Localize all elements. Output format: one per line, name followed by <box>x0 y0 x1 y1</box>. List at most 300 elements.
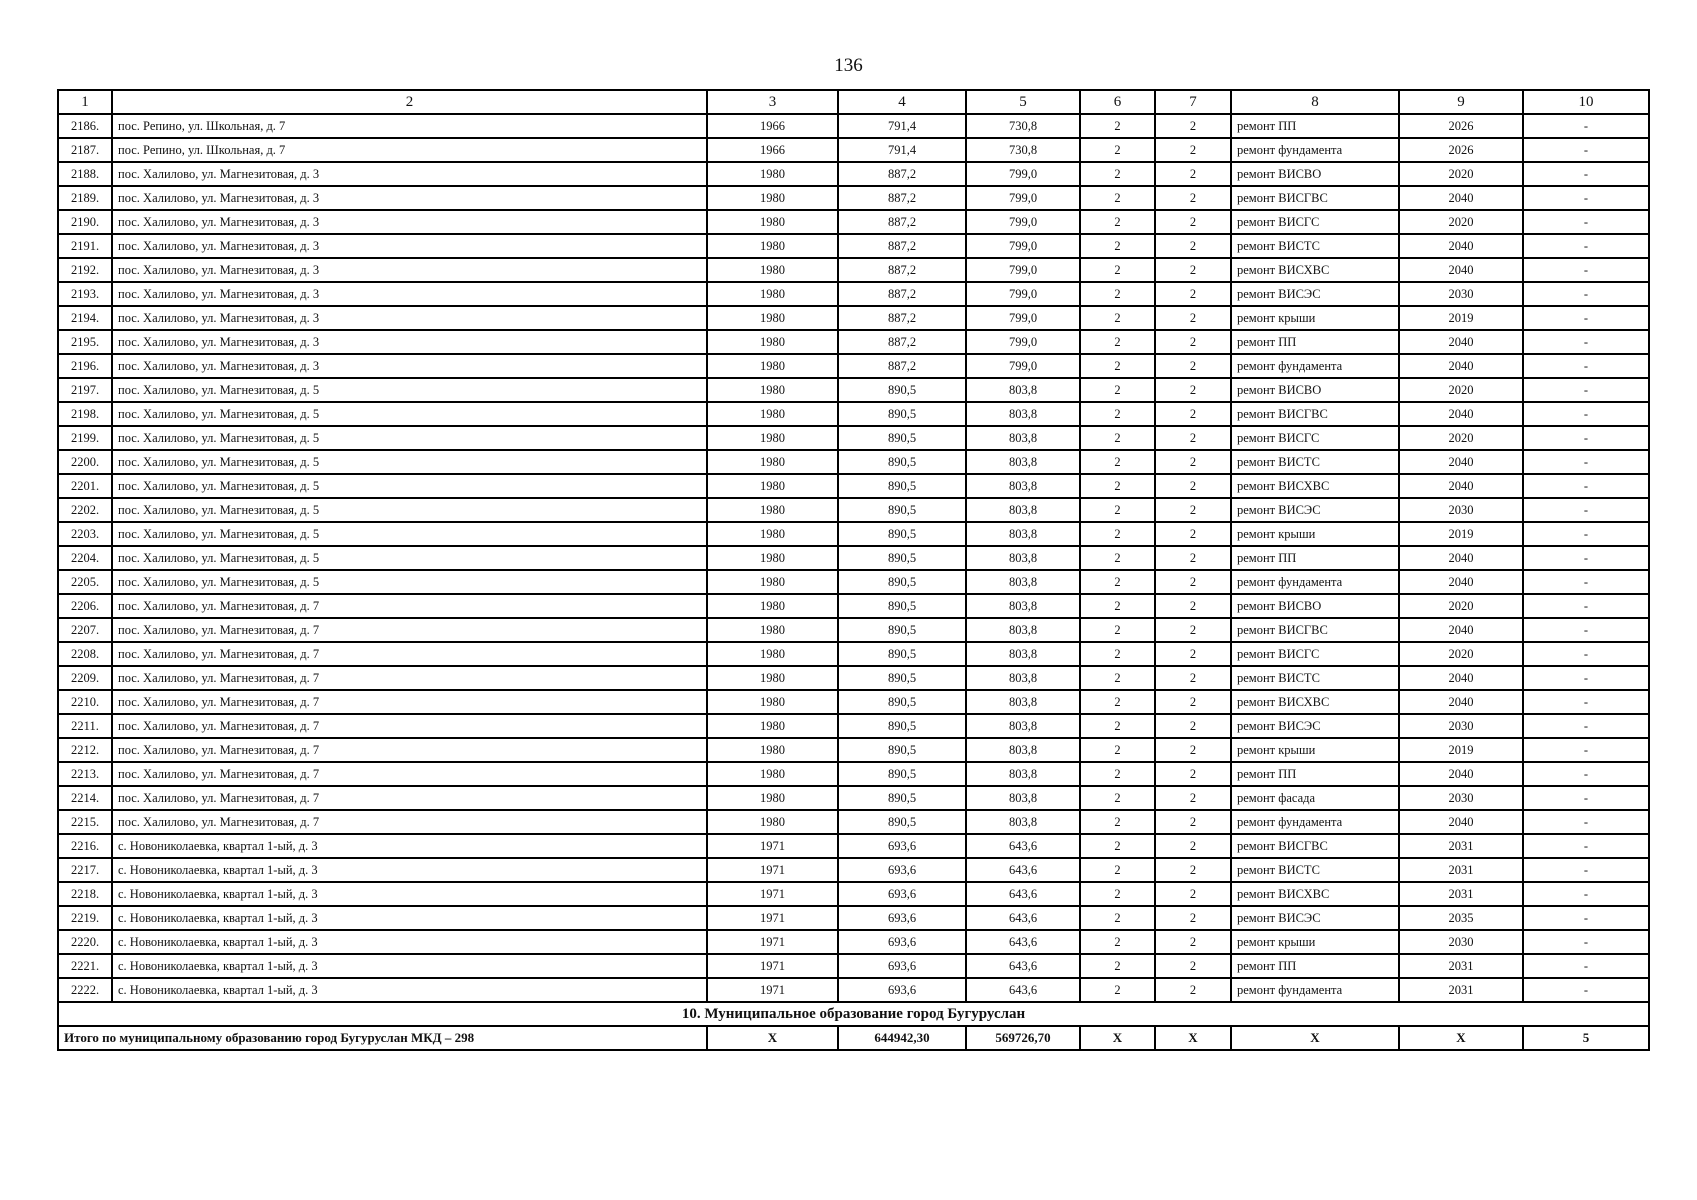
table-cell: 803,8 <box>966 738 1080 762</box>
table-cell: 643,6 <box>966 834 1080 858</box>
table-row <box>58 930 1649 954</box>
table-cell: 2 <box>1155 282 1231 306</box>
table-cell: 799,0 <box>966 234 1080 258</box>
table-cell: 2 <box>1155 930 1231 954</box>
table-cell: - <box>1523 810 1649 834</box>
table-cell: 1 <box>58 90 112 114</box>
table-cell: 2187. <box>58 138 112 162</box>
table-cell: 2 <box>1155 162 1231 186</box>
table-cell: 803,8 <box>966 618 1080 642</box>
table-cell: X <box>707 1026 838 1050</box>
table-cell: пос. Халилово, ул. Магнезитовая, д. 3 <box>112 234 707 258</box>
table-cell: 890,5 <box>838 690 966 714</box>
table-cell: пос. Халилово, ул. Магнезитовая, д. 7 <box>112 786 707 810</box>
table-cell: 890,5 <box>838 738 966 762</box>
table-cell: - <box>1523 666 1649 690</box>
table-cell: ремонт ПП <box>1231 762 1399 786</box>
table-row <box>58 762 1649 786</box>
table-cell: пос. Халилово, ул. Магнезитовая, д. 5 <box>112 546 707 570</box>
table-row <box>58 282 1649 306</box>
table-cell: пос. Репино, ул. Школьная, д. 7 <box>112 114 707 138</box>
table-cell: ремонт фасада <box>1231 786 1399 810</box>
table-cell: 799,0 <box>966 330 1080 354</box>
table-cell: 2020 <box>1399 426 1523 450</box>
table-cell: 2 <box>1155 114 1231 138</box>
table-cell: 730,8 <box>966 114 1080 138</box>
table-cell: - <box>1523 906 1649 930</box>
table-cell: - <box>1523 882 1649 906</box>
table-cell: 2030 <box>1399 282 1523 306</box>
table-cell: 693,6 <box>838 882 966 906</box>
table-cell: - <box>1523 978 1649 1002</box>
table-cell: ремонт ПП <box>1231 546 1399 570</box>
table-cell: пос. Халилово, ул. Магнезитовая, д. 3 <box>112 282 707 306</box>
table-row <box>58 426 1649 450</box>
table-cell: 2 <box>1080 138 1155 162</box>
table-cell: 2040 <box>1399 258 1523 282</box>
table-row <box>58 402 1649 426</box>
table-cell: 1966 <box>707 114 838 138</box>
table-cell: 693,6 <box>838 834 966 858</box>
table-cell: 693,6 <box>838 906 966 930</box>
table-cell: 2 <box>1155 354 1231 378</box>
table-cell: 791,4 <box>838 114 966 138</box>
table-cell: 2 <box>1155 618 1231 642</box>
table-cell: 2031 <box>1399 978 1523 1002</box>
table-row <box>58 738 1649 762</box>
table-cell: 2221. <box>58 954 112 978</box>
table-row <box>58 834 1649 858</box>
table-cell: 890,5 <box>838 642 966 666</box>
table-cell: X <box>1080 1026 1155 1050</box>
table-cell: ремонт крыши <box>1231 738 1399 762</box>
table-cell: пос. Халилово, ул. Магнезитовая, д. 7 <box>112 762 707 786</box>
table-cell: 1971 <box>707 954 838 978</box>
table-cell: 2 <box>1080 498 1155 522</box>
table-cell: 1980 <box>707 618 838 642</box>
table-cell: пос. Халилово, ул. Магнезитовая, д. 7 <box>112 594 707 618</box>
table-cell: 890,5 <box>838 450 966 474</box>
table-cell: 1980 <box>707 522 838 546</box>
table-cell: ремонт фундамента <box>1231 978 1399 1002</box>
table-cell: 1971 <box>707 978 838 1002</box>
table-cell: 803,8 <box>966 762 1080 786</box>
table-cell: 2 <box>1080 330 1155 354</box>
table-cell: 2205. <box>58 570 112 594</box>
table-cell: пос. Халилово, ул. Магнезитовая, д. 3 <box>112 162 707 186</box>
table-cell: ремонт ВИСГВС <box>1231 186 1399 210</box>
table-cell: ремонт ВИСЭС <box>1231 282 1399 306</box>
table-cell: с. Новониколаевка, квартал 1-ый, д. 3 <box>112 906 707 930</box>
table-cell: 890,5 <box>838 570 966 594</box>
table-cell: 2215. <box>58 810 112 834</box>
table-cell: 803,8 <box>966 450 1080 474</box>
table-cell: 2040 <box>1399 762 1523 786</box>
table-cell: 1980 <box>707 162 838 186</box>
table-cell: 2 <box>1155 594 1231 618</box>
table-cell: 2190. <box>58 210 112 234</box>
table-cell: 2 <box>1155 426 1231 450</box>
table-cell: 799,0 <box>966 186 1080 210</box>
table-cell: 2 <box>1080 162 1155 186</box>
table-cell: с. Новониколаевка, квартал 1-ый, д. 3 <box>112 882 707 906</box>
page-number: 136 <box>834 55 863 76</box>
table-row <box>58 786 1649 810</box>
table-cell: 2211. <box>58 714 112 738</box>
table-cell: 5 <box>966 90 1080 114</box>
table-cell: 2 <box>1155 738 1231 762</box>
table-cell: 1980 <box>707 234 838 258</box>
table-cell: 2207. <box>58 618 112 642</box>
table-cell: 2019 <box>1399 306 1523 330</box>
table-cell: 2020 <box>1399 210 1523 234</box>
table-cell: ремонт ПП <box>1231 114 1399 138</box>
table-cell: ремонт ВИСГВС <box>1231 402 1399 426</box>
table-cell: 2 <box>1080 186 1155 210</box>
table-cell: 1980 <box>707 402 838 426</box>
table-cell: 890,5 <box>838 618 966 642</box>
table-row <box>58 306 1649 330</box>
table-cell: ремонт ВИСХВС <box>1231 474 1399 498</box>
table-cell: пос. Халилово, ул. Магнезитовая, д. 5 <box>112 498 707 522</box>
table-cell: 10 <box>1523 90 1649 114</box>
table-cell: 890,5 <box>838 402 966 426</box>
table-cell: 2 <box>112 90 707 114</box>
table-cell: 2201. <box>58 474 112 498</box>
table-cell: ремонт крыши <box>1231 306 1399 330</box>
table-row <box>58 714 1649 738</box>
table-cell: 799,0 <box>966 354 1080 378</box>
table-cell: - <box>1523 114 1649 138</box>
table-cell: 791,4 <box>838 138 966 162</box>
table-cell: 644942,30 <box>838 1026 966 1050</box>
table-cell: 693,6 <box>838 858 966 882</box>
table-cell: 2214. <box>58 786 112 810</box>
table-cell: 2 <box>1155 690 1231 714</box>
table-cell: 887,2 <box>838 162 966 186</box>
table-cell: 887,2 <box>838 330 966 354</box>
table-cell: 2 <box>1080 258 1155 282</box>
table-cell: 2 <box>1155 258 1231 282</box>
table-cell: пос. Халилово, ул. Магнезитовая, д. 3 <box>112 354 707 378</box>
table-cell: 1980 <box>707 546 838 570</box>
table-cell: 2189. <box>58 186 112 210</box>
table-cell: 2204. <box>58 546 112 570</box>
table-cell: ремонт ВИСТС <box>1231 666 1399 690</box>
table-cell: 2 <box>1080 594 1155 618</box>
table-cell: 2194. <box>58 306 112 330</box>
table-cell: 693,6 <box>838 930 966 954</box>
table-cell: - <box>1523 162 1649 186</box>
table-cell: 803,8 <box>966 666 1080 690</box>
table-row <box>58 498 1649 522</box>
table-row <box>58 330 1649 354</box>
table-cell: с. Новониколаевка, квартал 1-ый, д. 3 <box>112 834 707 858</box>
table-cell: ремонт крыши <box>1231 522 1399 546</box>
table-cell: пос. Халилово, ул. Магнезитовая, д. 5 <box>112 378 707 402</box>
table-cell: 799,0 <box>966 258 1080 282</box>
table-cell: 2 <box>1155 954 1231 978</box>
table-cell: 2020 <box>1399 594 1523 618</box>
table-cell: с. Новониколаевка, квартал 1-ый, д. 3 <box>112 978 707 1002</box>
table-cell: 1980 <box>707 282 838 306</box>
table-cell: 2040 <box>1399 402 1523 426</box>
table-cell: 803,8 <box>966 474 1080 498</box>
table-cell: ремонт ВИСГС <box>1231 210 1399 234</box>
table-cell: 803,8 <box>966 690 1080 714</box>
table-cell: ремонт ВИСВО <box>1231 378 1399 402</box>
table-cell: 2212. <box>58 738 112 762</box>
table-cell: 2200. <box>58 450 112 474</box>
table-cell: 799,0 <box>966 306 1080 330</box>
table-cell: ремонт ПП <box>1231 954 1399 978</box>
table-cell: 803,8 <box>966 498 1080 522</box>
repair-schedule-table <box>57 89 1650 1051</box>
table-row <box>58 906 1649 930</box>
table-cell: 2 <box>1155 234 1231 258</box>
table-cell: 2 <box>1080 978 1155 1002</box>
table-cell: - <box>1523 570 1649 594</box>
table-cell: ремонт фундамента <box>1231 810 1399 834</box>
table-cell: 2 <box>1155 210 1231 234</box>
table-cell: 2 <box>1080 738 1155 762</box>
table-row <box>58 642 1649 666</box>
table-cell: 1971 <box>707 906 838 930</box>
table-cell: 4 <box>838 90 966 114</box>
table-cell: 1980 <box>707 810 838 834</box>
table-cell: - <box>1523 690 1649 714</box>
table-cell: 1980 <box>707 666 838 690</box>
table-cell: 2 <box>1080 834 1155 858</box>
table-cell: 7 <box>1155 90 1231 114</box>
table-cell: 2 <box>1080 210 1155 234</box>
table-cell: 2 <box>1080 546 1155 570</box>
table-cell: 2 <box>1155 522 1231 546</box>
table-cell: 2 <box>1155 138 1231 162</box>
table-cell: 887,2 <box>838 282 966 306</box>
table-cell: - <box>1523 738 1649 762</box>
table-cell: - <box>1523 786 1649 810</box>
table-cell: 890,5 <box>838 786 966 810</box>
table-row <box>58 162 1649 186</box>
table-cell: 2191. <box>58 234 112 258</box>
table-cell: 2222. <box>58 978 112 1002</box>
table-cell: 2 <box>1080 450 1155 474</box>
header-row <box>58 90 1649 114</box>
table-cell: 2020 <box>1399 642 1523 666</box>
table-cell: 1966 <box>707 138 838 162</box>
table-cell: X <box>1155 1026 1231 1050</box>
table-cell: 2 <box>1080 234 1155 258</box>
table-cell: пос. Халилово, ул. Магнезитовая, д. 5 <box>112 426 707 450</box>
table-cell: 2 <box>1080 570 1155 594</box>
table-cell: 693,6 <box>838 954 966 978</box>
table-cell: 2020 <box>1399 378 1523 402</box>
table-cell: 2030 <box>1399 930 1523 954</box>
table-row <box>58 690 1649 714</box>
table-cell: 1971 <box>707 930 838 954</box>
table-cell: 2 <box>1155 882 1231 906</box>
table-cell: 887,2 <box>838 210 966 234</box>
table-cell: 643,6 <box>966 930 1080 954</box>
table-cell: 2040 <box>1399 666 1523 690</box>
table-cell: 1980 <box>707 642 838 666</box>
table-cell: 2020 <box>1399 162 1523 186</box>
table-cell: 2 <box>1080 714 1155 738</box>
table-cell: 730,8 <box>966 138 1080 162</box>
table-cell: 2 <box>1080 474 1155 498</box>
table-cell: 890,5 <box>838 522 966 546</box>
table-cell: - <box>1523 138 1649 162</box>
table-cell: 2195. <box>58 330 112 354</box>
table-cell: 1971 <box>707 834 838 858</box>
table-cell: 643,6 <box>966 882 1080 906</box>
table-cell: 2040 <box>1399 330 1523 354</box>
table-cell: 803,8 <box>966 594 1080 618</box>
table-cell: 799,0 <box>966 210 1080 234</box>
table-cell: 2031 <box>1399 858 1523 882</box>
table-cell: 693,6 <box>838 978 966 1002</box>
table-cell: ремонт ВИСВО <box>1231 162 1399 186</box>
table-cell: 890,5 <box>838 474 966 498</box>
table-cell: - <box>1523 426 1649 450</box>
table-cell: - <box>1523 186 1649 210</box>
table-cell: ремонт ВИСГВС <box>1231 618 1399 642</box>
table-cell: с. Новониколаевка, квартал 1-ый, д. 3 <box>112 954 707 978</box>
table-cell: ремонт ВИСВО <box>1231 594 1399 618</box>
table-cell: - <box>1523 522 1649 546</box>
table-cell: 2 <box>1155 570 1231 594</box>
table-cell: - <box>1523 858 1649 882</box>
table-cell: 643,6 <box>966 858 1080 882</box>
table-cell: 2 <box>1155 858 1231 882</box>
table-cell: ремонт ВИСЭС <box>1231 906 1399 930</box>
table-cell: пос. Халилово, ул. Магнезитовая, д. 3 <box>112 330 707 354</box>
table-cell: 803,8 <box>966 378 1080 402</box>
table-row <box>58 810 1649 834</box>
table-cell: пос. Репино, ул. Школьная, д. 7 <box>112 138 707 162</box>
table-cell: - <box>1523 954 1649 978</box>
table-cell: ремонт фундамента <box>1231 138 1399 162</box>
table-cell: 2040 <box>1399 234 1523 258</box>
table-cell: 643,6 <box>966 906 1080 930</box>
table-cell: 890,5 <box>838 426 966 450</box>
table-cell: с. Новониколаевка, квартал 1-ый, д. 3 <box>112 858 707 882</box>
table-cell: 2199. <box>58 426 112 450</box>
table-cell: пос. Халилово, ул. Магнезитовая, д. 7 <box>112 666 707 690</box>
table-cell: 2 <box>1080 762 1155 786</box>
table-cell: - <box>1523 930 1649 954</box>
table-cell: - <box>1523 378 1649 402</box>
table-cell: 2031 <box>1399 882 1523 906</box>
table-cell: 1980 <box>707 258 838 282</box>
table-cell: X <box>1399 1026 1523 1050</box>
table-cell: 2040 <box>1399 474 1523 498</box>
table-cell: 2 <box>1155 546 1231 570</box>
table-cell: 2040 <box>1399 570 1523 594</box>
table-cell: 2 <box>1155 906 1231 930</box>
table-cell: пос. Халилово, ул. Магнезитовая, д. 5 <box>112 402 707 426</box>
table-cell: 2 <box>1080 906 1155 930</box>
table-cell: пос. Халилово, ул. Магнезитовая, д. 3 <box>112 186 707 210</box>
table-cell: пос. Халилово, ул. Магнезитовая, д. 3 <box>112 306 707 330</box>
table-cell: 2218. <box>58 882 112 906</box>
table-cell: 1980 <box>707 210 838 234</box>
table-cell: 2196. <box>58 354 112 378</box>
table-row <box>58 666 1649 690</box>
table-row <box>58 114 1649 138</box>
table-cell: 803,8 <box>966 426 1080 450</box>
table-cell: 2 <box>1080 810 1155 834</box>
table-row <box>58 378 1649 402</box>
table-cell: 2040 <box>1399 450 1523 474</box>
table-cell: 1980 <box>707 306 838 330</box>
table-cell: 803,8 <box>966 402 1080 426</box>
table-cell: - <box>1523 618 1649 642</box>
table-cell: 2040 <box>1399 354 1523 378</box>
table-cell: 2040 <box>1399 810 1523 834</box>
table-cell: 887,2 <box>838 306 966 330</box>
table-cell: 2 <box>1080 522 1155 546</box>
table-cell: 2198. <box>58 402 112 426</box>
table-cell: ремонт крыши <box>1231 930 1399 954</box>
table-cell: 6 <box>1080 90 1155 114</box>
table-cell: пос. Халилово, ул. Магнезитовая, д. 7 <box>112 618 707 642</box>
table-cell: 8 <box>1231 90 1399 114</box>
table-cell: ремонт фундамента <box>1231 570 1399 594</box>
table-cell: 2 <box>1155 450 1231 474</box>
table-cell: 1980 <box>707 498 838 522</box>
table-cell: ремонт ВИСГС <box>1231 426 1399 450</box>
table-cell: ремонт фундамента <box>1231 354 1399 378</box>
table-cell: - <box>1523 402 1649 426</box>
table-cell: 1980 <box>707 378 838 402</box>
table-cell: 2 <box>1155 306 1231 330</box>
table-cell: 887,2 <box>838 234 966 258</box>
table-cell: - <box>1523 282 1649 306</box>
table-cell: 1980 <box>707 354 838 378</box>
table-row <box>58 594 1649 618</box>
table-cell: - <box>1523 234 1649 258</box>
table-cell: 2188. <box>58 162 112 186</box>
table-cell: 2208. <box>58 642 112 666</box>
table-cell: 2 <box>1155 498 1231 522</box>
table-cell: 2035 <box>1399 906 1523 930</box>
table-cell: - <box>1523 546 1649 570</box>
table-cell: 2 <box>1155 378 1231 402</box>
table-row <box>58 954 1649 978</box>
table-cell: ремонт ВИСЭС <box>1231 498 1399 522</box>
table-cell: 2197. <box>58 378 112 402</box>
table-cell: 9 <box>1399 90 1523 114</box>
table-cell: 2040 <box>1399 546 1523 570</box>
table-cell: 803,8 <box>966 642 1080 666</box>
table-cell: 890,5 <box>838 666 966 690</box>
table-cell: 2 <box>1155 186 1231 210</box>
table-cell: 2 <box>1080 642 1155 666</box>
table-row <box>58 234 1649 258</box>
table-cell: 890,5 <box>838 546 966 570</box>
table-row <box>58 546 1649 570</box>
table-cell: 890,5 <box>838 810 966 834</box>
table-cell: ремонт ВИСТС <box>1231 858 1399 882</box>
table-cell: 1980 <box>707 450 838 474</box>
table-cell: - <box>1523 474 1649 498</box>
table-cell: пос. Халилово, ул. Магнезитовая, д. 5 <box>112 570 707 594</box>
table-cell: 887,2 <box>838 186 966 210</box>
table-cell: 2210. <box>58 690 112 714</box>
table-cell: 2193. <box>58 282 112 306</box>
